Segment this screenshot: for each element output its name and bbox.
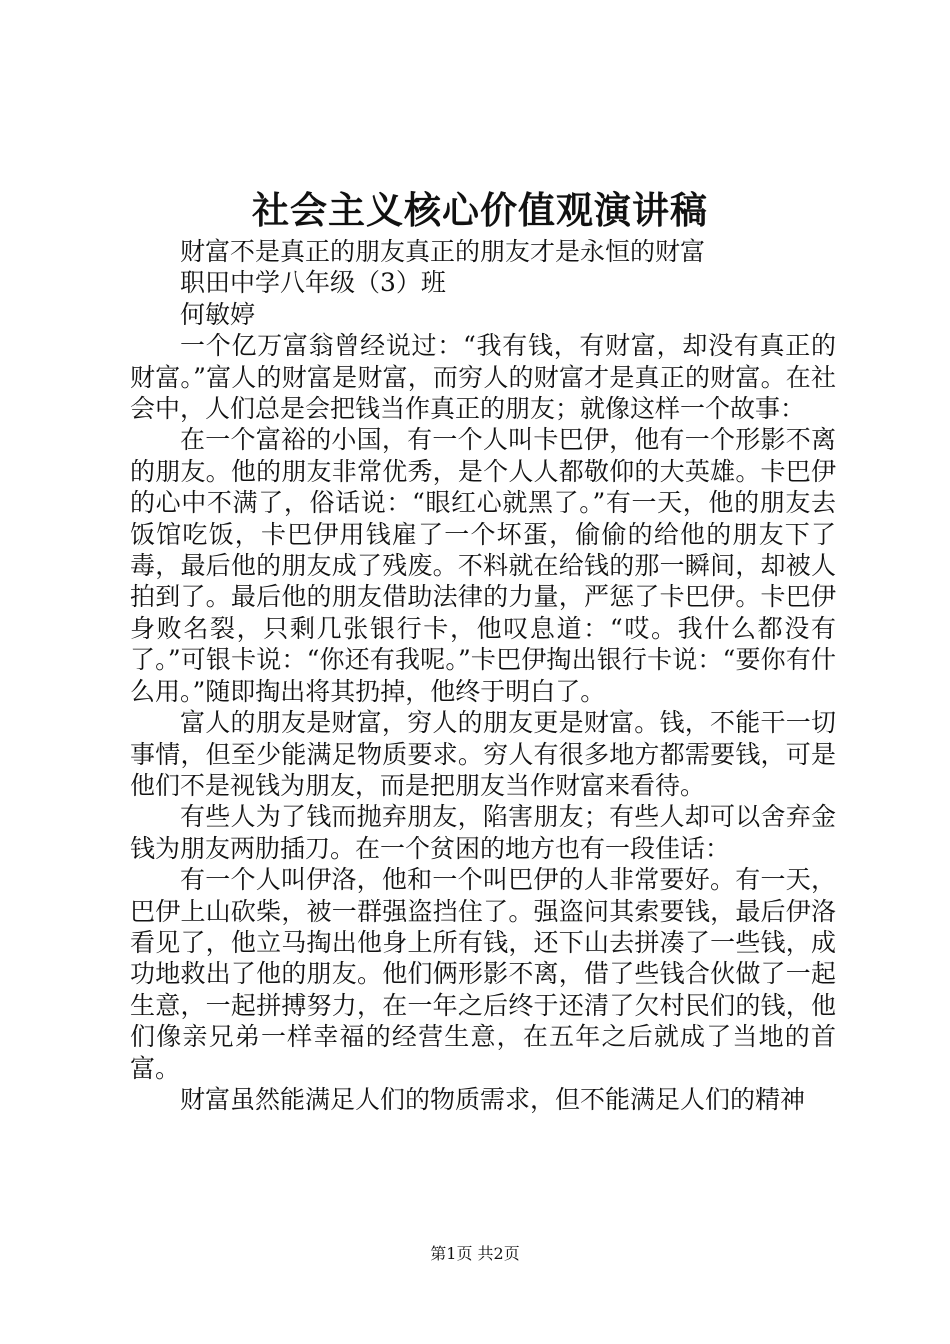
paragraph: 有些人为了钱而抛弃朋友，陷害朋友；有些人却可以舍弃金钱为朋友两肋插刀。在一个贫困的地方也有一段佳话：	[130, 802, 836, 863]
paragraph: 富人的朋友是财富，穷人的朋友更是财富。钱，不能干一切事情，但至少能满足物质要求。穷人有很多地方都需要钱，可是他们不是视钱为朋友，而是把朋友当作财富来看待。	[130, 708, 836, 800]
subtitle-line: 财富不是真正的朋友真正的朋友才是永恒的财富	[180, 237, 706, 266]
author-line: 何敏婷	[180, 299, 256, 329]
document-title: 社会主义核心价值观演讲稿	[252, 188, 708, 232]
document-body	[130, 236, 836, 1115]
paragraph: 在一个富裕的小国，有一个人叫卡巴伊，他有一个形影不离的朋友。他的朋友非常优秀，是个人人都敬仰的大英雄。卡巴伊的心中不满了，俗话说：“眼红心就黑了。”有一天，他的朋友去饭馆吃饭，卡巴伊用钱雇了一个坏蛋，偷偷的给他的朋友下了毒，最后他的朋友成了残废。不料就在给钱的那一瞬间，却被人拍到了。最后他的朋友借助法律的力量，严惩了卡巴伊。卡巴伊身败名裂，只剩几张银行卡，他叹息道：“哎。我什么都没有了。”可银卡说：“你还有我呢。”卡巴伊掏出银行卡说：“要你有什么用。”随即掏出将其扔掉，他终于明白了。	[130, 425, 836, 706]
paragraph: 财富虽然能满足人们的物质需求，但不能满足人们的精神	[180, 1084, 806, 1114]
page-footer: 第1页 共2页	[430, 1244, 520, 1263]
paragraph: 有一个人叫伊洛，他和一个叫巴伊的人非常要好。有一天，巴伊上山砍柴，被一群强盗挡住了。强盗问其索要钱，最后伊洛看见了，他立马掏出他身上所有钱，还下山去拼凑了一些钱，成功地救出了他的朋友。他们俩形影不离，借了些钱合伙做了一起生意，一起拼搏努力，在一年之后终于还清了欠村民们的钱，他们像亲兄弟一样幸福的经营生意，在五年之后就成了当地的首富。	[130, 865, 836, 1083]
paragraph: 一个亿万富翁曾经说过：“我有钱，有财富，却没有真正的财富。”富人的财富是财富，而穷人的财富才是真正的财富。在社会中，人们总是会把钱当作真正的朋友；就像这样一个故事：	[130, 331, 836, 424]
school-line: 职田中学八年级（3）班	[180, 268, 446, 298]
